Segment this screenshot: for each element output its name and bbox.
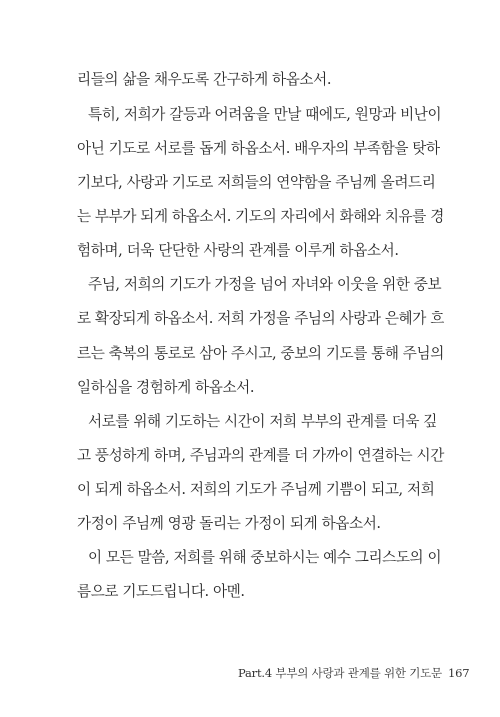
text-line: 로 확장되게 하옵소서. 저희 가정을 주님의 사랑과 은혜가 흐 bbox=[77, 310, 444, 328]
page-footer bbox=[238, 664, 470, 682]
text-line: 가정이 주님께 영광 돌리는 가정이 되게 하옵소서. bbox=[77, 515, 381, 533]
text-line: 는 부부가 되게 하옵소서. 기도의 자리에서 화해와 치유를 경 bbox=[77, 208, 444, 226]
text-line: 험하며, 더욱 단단한 사랑의 관계를 이루게 하옵소서. bbox=[77, 242, 399, 260]
text-line: 아닌 기도로 서로를 돕게 하옵소서. 배우자의 부족함을 탓하 bbox=[77, 139, 440, 157]
text-line: 이 모든 말씀, 저희를 위해 중보하시는 예수 그리스도의 이 bbox=[88, 549, 442, 567]
text-line: 르는 축복의 통로로 삼아 주시고, 중보의 기도를 통해 주님의 bbox=[77, 344, 444, 362]
text-line: 름으로 기도드립니다. 아멘. bbox=[77, 583, 245, 601]
text-line: 기보다, 사랑과 기도로 저희들의 연약함을 주님께 올려드리 bbox=[77, 174, 436, 192]
prayer-text bbox=[77, 63, 444, 609]
text-line: 일하심을 경험하게 하옵소서. bbox=[77, 378, 255, 396]
text-line: 특히, 저희가 갈등과 어려움을 만날 때에도, 원망과 비난이 bbox=[88, 105, 442, 123]
text-line: 서로를 위해 기도하는 시간이 저희 부부의 관계를 더욱 깊 bbox=[88, 412, 437, 430]
running-title: Part.4 부부의 사랑과 관계를 위한 기도문 bbox=[238, 666, 442, 680]
text-line: 이 되게 하옵소서. 저희의 기도가 주님께 기쁨이 되고, 저희 bbox=[77, 480, 435, 498]
text-line: 고 풍성하게 하며, 주님과의 관계를 더 가까이 연결하는 시간 bbox=[77, 446, 444, 464]
text-line: 리들의 삶을 채우도록 간구하게 하옵소서. bbox=[77, 71, 332, 88]
text-line: 주님, 저희의 기도가 가정을 넘어 자녀와 이웃을 위한 중보 bbox=[88, 276, 442, 294]
page-number: 167 bbox=[447, 666, 470, 680]
